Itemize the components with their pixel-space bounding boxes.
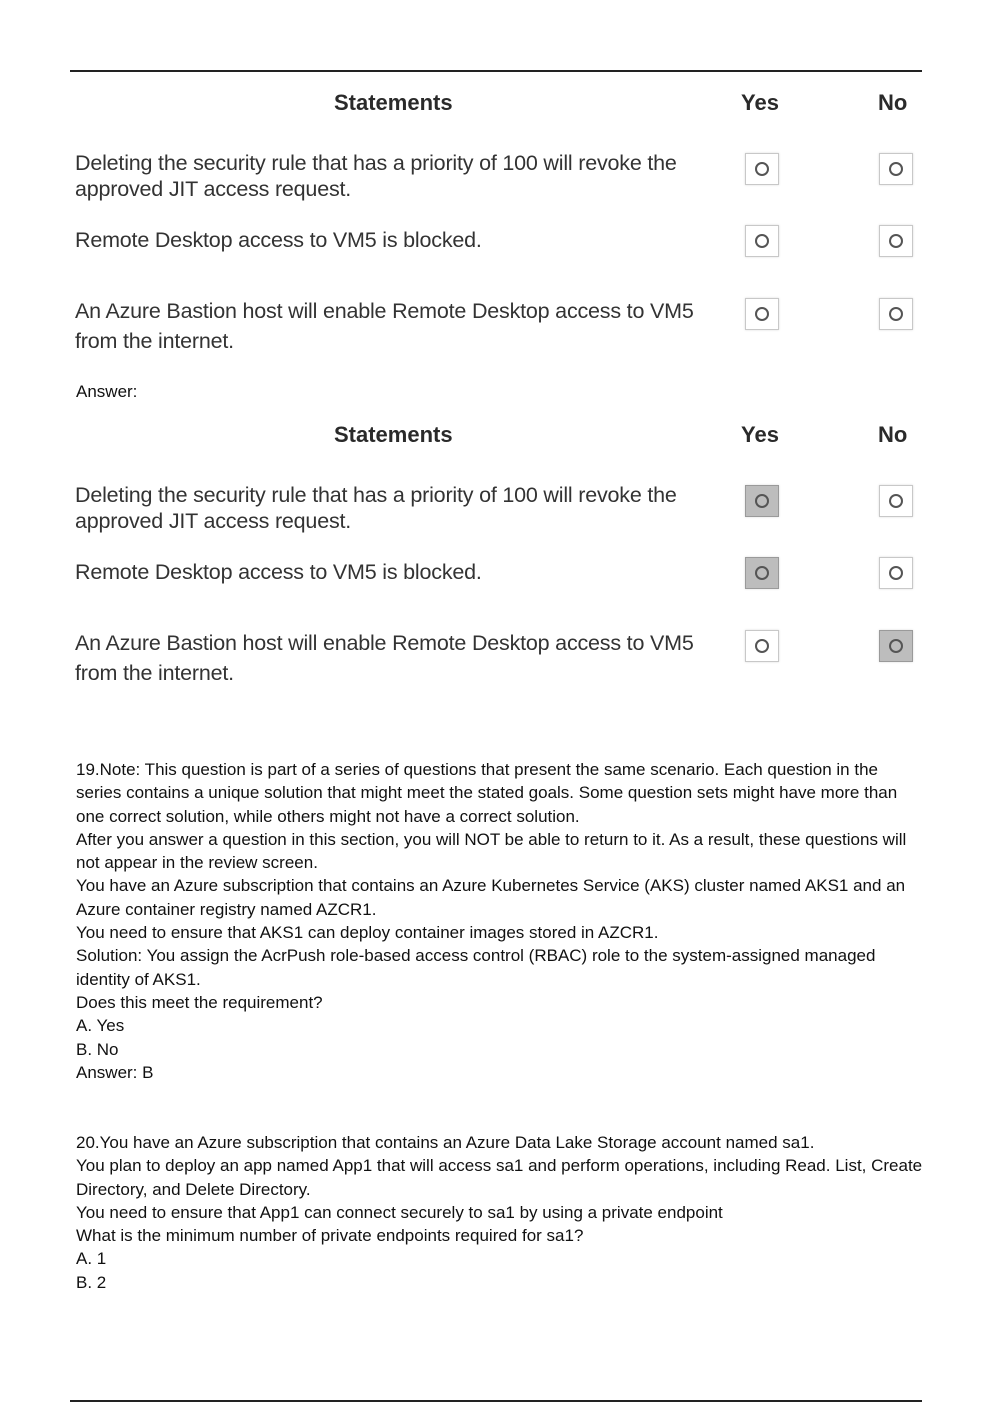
radio-circle-icon (755, 639, 769, 653)
question-19 (76, 758, 926, 1084)
no-header: No (878, 90, 908, 115)
statements-header: Statements (334, 422, 453, 447)
radio-circle-icon (755, 494, 769, 508)
yes-header: Yes (741, 90, 779, 115)
yes-radio[interactable] (745, 630, 779, 662)
option-b: B. No (76, 1039, 119, 1059)
statement-text: Remote Desktop access to VM5 is blocked. (75, 560, 482, 584)
option-b: B. 2 (76, 1272, 107, 1292)
question-paragraph: You plan to deploy an app named App1 that will access sa1 and perform operations, including Read. List, Create Directory, and Delete Directory. (76, 1156, 923, 1199)
radio-circle-icon (889, 234, 903, 248)
question-paragraph: Solution: You assign the AcrPush role-based access control (RBAC) role to the system-assigned managed identity of AKS1. (76, 946, 876, 989)
question-paragraph: What is the minimum number of private endpoints required for sa1? (76, 1226, 584, 1246)
question-paragraph: You have an Azure subscription that contains an Azure Kubernetes Service (AKS) cluster named AKS1 and an Azure container registry named AZCR1. (76, 876, 906, 919)
option-a: A. Yes (76, 1016, 125, 1036)
question-paragraph: 19.Note: This question is part of a series of questions that present the same scenario. Each question in the series contains a unique solution that might meet the stated goals. Some question sets might have more than one correct solution, while others might not have a correct solution. (76, 760, 898, 826)
answer-line: Answer: B (76, 1062, 154, 1082)
statement-text: Deleting the security rule that has a priority of 100 will revoke the approved JIT access request. (75, 483, 677, 533)
radio-circle-icon (755, 234, 769, 248)
radio-circle-icon (889, 162, 903, 176)
yes-radio[interactable] (745, 153, 779, 185)
no-radio[interactable] (879, 225, 913, 257)
question-paragraph: You need to ensure that AKS1 can deploy container images stored in AZCR1. (76, 923, 659, 943)
answer-label: Answer: (76, 382, 138, 401)
radio-circle-icon (755, 307, 769, 321)
radio-circle-icon (755, 566, 769, 580)
question-paragraph: You need to ensure that App1 can connect securely to sa1 by using a private endpoint (76, 1202, 723, 1222)
bottom-divider (70, 1400, 922, 1402)
top-divider (70, 70, 922, 72)
radio-circle-icon (755, 162, 769, 176)
yes-header: Yes (741, 422, 779, 447)
question-paragraph: After you answer a question in this section, you will NOT be able to return to it. As a result, these questions will not appear in the review screen. (76, 829, 907, 873)
statement-text: Remote Desktop access to VM5 is blocked. (75, 228, 482, 252)
yes-radio[interactable] (745, 485, 779, 517)
radio-circle-icon (889, 639, 903, 653)
question-paragraph: 20.You have an Azure subscription that contains an Azure Data Lake Storage account named sa1. (76, 1133, 815, 1152)
radio-circle-icon (889, 307, 903, 321)
radio-circle-icon (889, 566, 903, 580)
radio-circle-icon (889, 494, 903, 508)
no-radio[interactable] (879, 153, 913, 185)
no-radio[interactable] (879, 557, 913, 589)
statements-header: Statements (334, 90, 453, 115)
no-header: No (878, 422, 908, 447)
statement-text: Deleting the security rule that has a priority of 100 will revoke the approved JIT access request. (75, 151, 677, 201)
no-radio[interactable] (879, 485, 913, 517)
statement-text: An Azure Bastion host will enable Remote Desktop access to VM5 from the internet. (75, 299, 694, 353)
no-radio[interactable] (879, 298, 913, 330)
yes-radio[interactable] (745, 225, 779, 257)
statement-text: An Azure Bastion host will enable Remote Desktop access to VM5 from the internet. (75, 631, 694, 685)
yes-radio[interactable] (745, 298, 779, 330)
option-a: A. 1 (76, 1249, 107, 1269)
question-paragraph: Does this meet the requirement? (76, 992, 323, 1012)
no-radio[interactable] (879, 630, 913, 662)
yes-radio[interactable] (745, 557, 779, 589)
question-20 (76, 1131, 926, 1294)
